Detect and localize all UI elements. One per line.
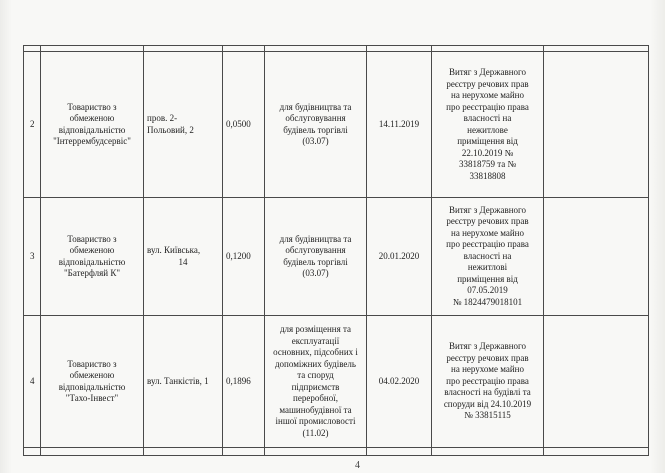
table-row: [24, 448, 649, 456]
purpose-line: основних, підсобних і: [273, 347, 358, 357]
notes-cell: [544, 52, 649, 198]
document-line: на нерухоме майно: [451, 364, 524, 375]
document-line: нежитлове: [467, 124, 508, 135]
company-cell: [41, 316, 144, 448]
document-line: Витяг з Державного: [448, 204, 526, 215]
purpose-line: та споруд: [297, 370, 334, 380]
address-line: пров. 2-: [147, 113, 178, 123]
document-line: реєстру речових прав: [446, 216, 529, 227]
document-line: 22.10.2019 №: [461, 147, 514, 158]
document-cell: [432, 52, 544, 198]
document-line: про реєстрацію права: [446, 375, 529, 386]
table-row: [24, 316, 649, 448]
company-line: відповідальністю: [58, 381, 126, 392]
document-line: споруди від 24.10.2019: [443, 398, 532, 409]
page-number: 4: [355, 460, 360, 471]
company-line: Товариство з: [67, 101, 117, 112]
document-line: на нерухоме майно: [451, 227, 524, 238]
purpose-line: для будівництва та: [279, 233, 352, 244]
purpose-line: (03.07): [302, 268, 329, 278]
date-cell: 20.01.2020: [367, 198, 432, 316]
row-number: 4: [24, 316, 41, 448]
company-line: обмеженою: [69, 245, 115, 255]
document-line: нежитлові: [467, 262, 508, 273]
address-line: вул. Танкістів, 1: [147, 375, 209, 386]
row-number: 2: [24, 52, 41, 198]
document-line: № 1824479018101: [452, 296, 523, 307]
purpose-line: допоміжних будівель: [274, 358, 357, 369]
row-5-cell-notes: [544, 448, 649, 456]
purpose-line: експлуатації: [291, 335, 340, 346]
purpose-line: будівель торгівлі: [283, 124, 348, 135]
company-cell: [41, 52, 144, 198]
company-line: "Інтеррембудсервіс": [53, 136, 131, 146]
document-line: приміщення від: [457, 136, 518, 146]
company-line: відповідальністю: [58, 124, 126, 135]
document-line: приміщення від: [457, 273, 518, 284]
document-cell: [432, 316, 544, 448]
area-cell: 0,1200: [223, 198, 265, 316]
company-line: обмеженою: [69, 113, 115, 123]
table-row: [24, 52, 649, 198]
purpose-line: (11.02): [302, 427, 329, 438]
row-5-cell-date: [367, 448, 432, 456]
company-cell: [41, 198, 144, 316]
company-line: Товариство з: [67, 233, 117, 244]
document-line: 07.05.2019: [467, 285, 508, 296]
company-line: "Батерфляй К": [63, 268, 120, 278]
document-line: № 33815115: [464, 410, 511, 421]
document-line: про реєстрацію права: [446, 239, 529, 250]
purpose-line: для будівництва та: [279, 101, 352, 112]
table-row: [24, 198, 649, 316]
document-line: Витяг з Державного: [448, 341, 526, 352]
document-cell: [432, 198, 544, 316]
address-cell: [144, 198, 223, 316]
company-line: відповідальністю: [58, 256, 126, 267]
row-5-cell-address: [144, 448, 223, 456]
address-line: вул. Київська,: [147, 245, 201, 255]
notes-cell: [544, 316, 649, 448]
document-line: про реєстрацію права: [446, 101, 529, 112]
purpose-line: іншої промисловості: [275, 416, 356, 426]
company-line: "Тахо-Інвест": [65, 393, 119, 403]
row-5-cell-purpose: [265, 448, 367, 456]
row-5-cell-area: [223, 448, 265, 456]
purpose-line: переробної,: [293, 393, 338, 403]
purpose-cell: [265, 52, 367, 198]
area-cell: 0,1896: [223, 316, 265, 448]
purpose-cell: [265, 316, 367, 448]
document-line: на нерухоме майно: [451, 90, 524, 100]
document-line: 33818808: [469, 170, 506, 181]
document-line: Витяг з Державного: [448, 67, 526, 77]
purpose-line: обслуговування: [285, 245, 346, 255]
address-cell: [144, 316, 223, 448]
document-line: 33818759 та №: [458, 159, 517, 169]
area-cell: 0,0500: [223, 52, 265, 198]
row-5-cell-document: [432, 448, 544, 456]
address-cell: [144, 52, 223, 198]
date-cell: 04.02.2020: [367, 316, 432, 448]
purpose-line: машинобудівної та: [279, 404, 352, 415]
date-cell: 14.11.2019: [367, 52, 432, 198]
row-number: 3: [24, 198, 41, 316]
address-line: 14: [178, 256, 188, 267]
document-line: власності на: [463, 250, 512, 261]
document-line: власності на будівлі та: [444, 387, 531, 398]
purpose-line: підприємств: [291, 381, 340, 392]
document-line: реєстру речових прав: [446, 352, 529, 363]
row-5-cell-num: [24, 448, 41, 456]
document-line: власності на: [463, 113, 512, 123]
company-line: Товариство з: [67, 358, 117, 369]
row-5-cell-company: [41, 448, 144, 456]
company-line: обмеженою: [69, 370, 115, 380]
purpose-line: (03.07): [302, 136, 329, 146]
purpose-line: для розміщення та: [279, 324, 352, 334]
land-plots-table: [23, 45, 649, 456]
notes-cell: [544, 198, 649, 316]
document-line: реєстру речових прав: [446, 78, 529, 89]
purpose-line: обслуговування: [285, 113, 346, 123]
purpose-line: будівель торгівлі: [283, 256, 348, 267]
address-line: Польовий, 2: [147, 124, 194, 135]
purpose-cell: [265, 198, 367, 316]
